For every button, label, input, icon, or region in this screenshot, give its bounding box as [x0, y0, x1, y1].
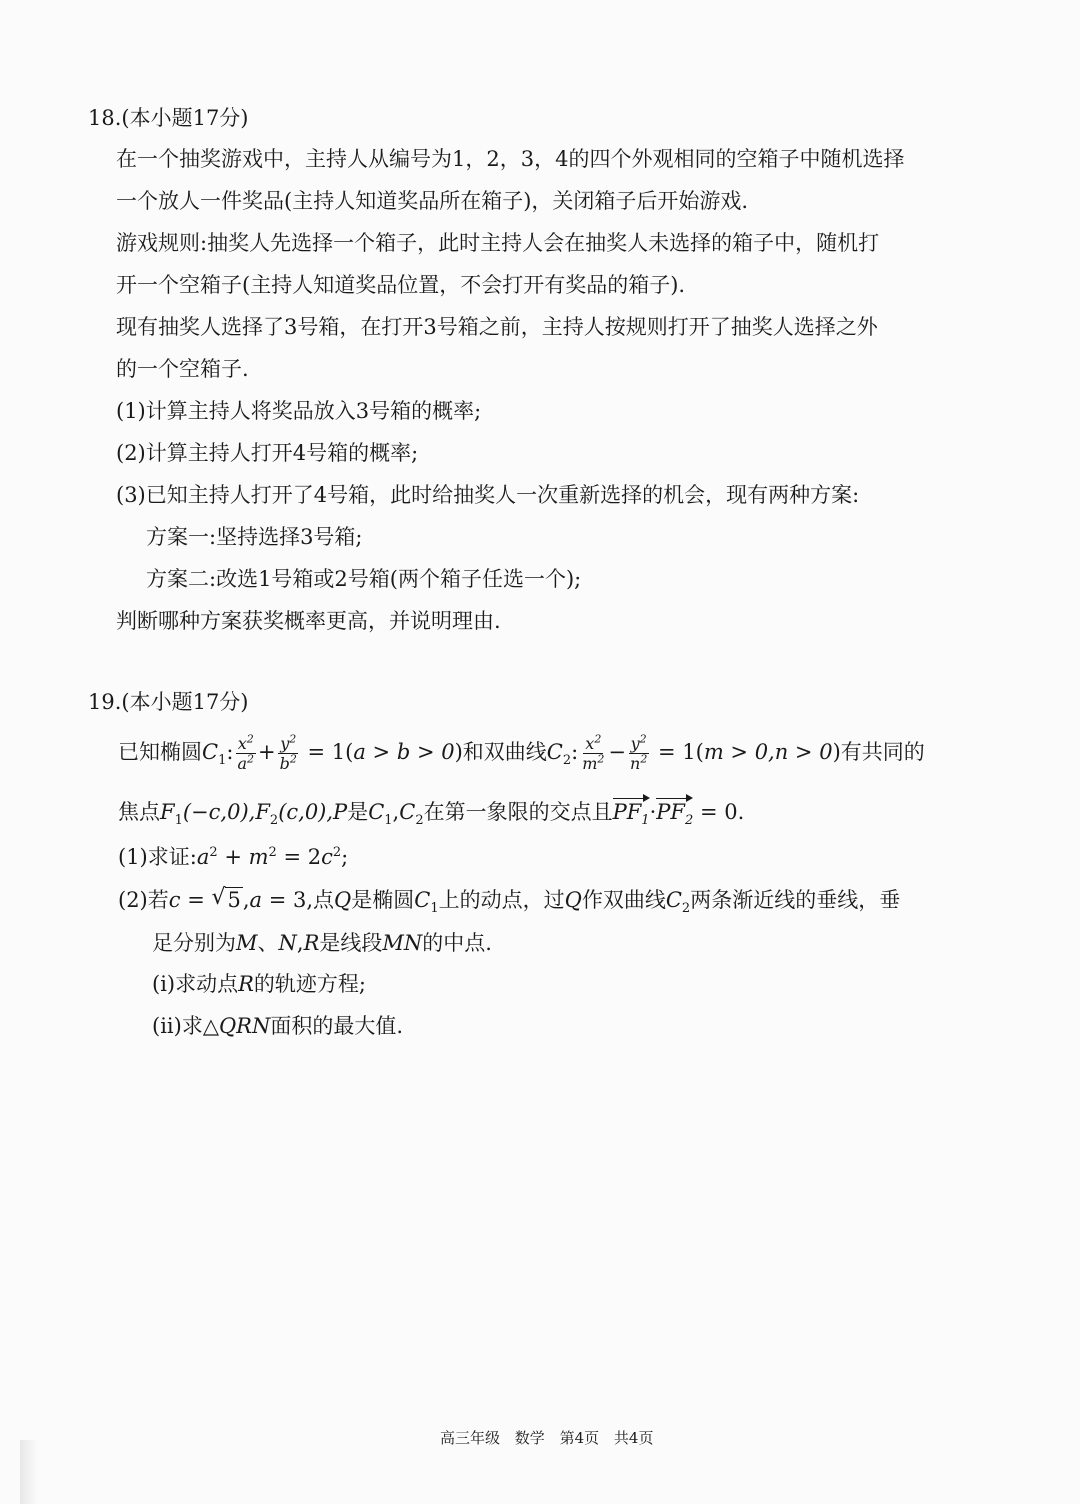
equals: = 1( — [658, 740, 704, 764]
var-P: P — [333, 800, 348, 824]
subscript: 1 — [430, 901, 439, 917]
subscript: 2 — [562, 753, 572, 769]
text: 两条渐近线的垂线，垂 — [690, 888, 901, 912]
text: = 3,点 — [262, 888, 335, 912]
superscript: 2 — [268, 845, 277, 860]
q18-judge: 判断哪种方案获奖概率更高，并说明理由. — [116, 609, 501, 633]
text: (1)求证: — [118, 845, 197, 869]
var-QRN: QRN — [218, 1014, 271, 1038]
var-F: F — [255, 800, 270, 824]
subscript: 2 — [681, 901, 691, 917]
paren: ) — [454, 740, 463, 764]
text: 面积的最大值. — [270, 1014, 404, 1038]
subscript: 1 — [174, 813, 183, 829]
fraction-x2-a2: $\frac{x^2}{a^2}$ — [237, 732, 254, 773]
condition-2: m > 0,n > 0 — [703, 740, 833, 764]
var-F: F — [160, 800, 175, 824]
text: 焦点 — [118, 800, 160, 824]
var-N: N — [278, 931, 297, 955]
q18-part-1: (1)计算主持人将奖品放入3号箱的概率; — [116, 399, 482, 423]
coord-F2: (c,0), — [278, 800, 334, 824]
footer-page-number: 第4页 — [559, 1429, 600, 1447]
text: 的中点. — [422, 931, 492, 955]
text: 上的动点，过 — [438, 888, 565, 912]
subscript: 2 — [415, 813, 424, 829]
sqrt-5: √ 5 — [211, 886, 242, 914]
var-C: C — [665, 888, 682, 912]
colon: : — [571, 740, 579, 764]
equals-zero: = 0. — [699, 800, 745, 824]
var-C: C — [368, 800, 385, 824]
vector-PF2: $PF_2$ — [656, 800, 694, 829]
var-C: C — [202, 740, 219, 764]
footer-total-pages: 共4页 — [613, 1429, 654, 1447]
text: 是椭圆 — [351, 888, 415, 912]
text: (ii)求△ — [152, 1014, 219, 1038]
condition-1: a > b > 0 — [353, 740, 455, 764]
q18-rule-line-1: 游戏规则:抽奖人先选择一个箱子，此时主持人会在抽奖人未选择的箱子中，随机打 — [116, 231, 880, 255]
colon: : — [226, 740, 234, 764]
paren: ) — [832, 740, 841, 764]
q18-header: 18.(本小题17分) — [88, 106, 249, 130]
scan-shadow — [20, 1440, 38, 1504]
fraction-x2-m2: $\frac{x^2}{m^2}$ — [582, 732, 605, 773]
var-a: a — [249, 888, 263, 912]
plus: + — [257, 740, 276, 764]
equals: = 2 — [276, 845, 322, 869]
q19-line-1 — [118, 730, 925, 774]
equals: = — [180, 888, 212, 912]
q18-part-3: (3)已知主持人打开了4号箱，此时给抽奖人一次重新选择的机会，现有两种方案: — [116, 483, 860, 507]
comma: , — [392, 800, 400, 824]
text: (i)求动点 — [152, 972, 239, 996]
superscript: 2 — [209, 845, 218, 860]
footer-grade: 高三年级 — [440, 1429, 501, 1447]
text: 是 — [347, 800, 369, 824]
subscript: 1 — [384, 813, 393, 829]
text: 有共同的 — [840, 740, 925, 764]
text: 和双曲线 — [462, 740, 547, 764]
text: 足分别为 — [152, 931, 236, 955]
var-R: R — [303, 931, 320, 955]
subscript: 1 — [218, 753, 227, 769]
q18-rule-line-2: 开一个空箱子(主持人知道奖品位置，不会打开有奖品的箱子). — [116, 273, 686, 297]
separator: 、 — [257, 931, 279, 955]
fraction-y2-n2: $\frac{y^2}{n^2}$ — [630, 732, 648, 773]
dot-product: · — [649, 800, 657, 824]
text: (2)若 — [118, 888, 169, 912]
q19-part-2 — [118, 886, 901, 917]
q19-part-2-continued — [152, 929, 492, 957]
var-M: M — [236, 931, 258, 955]
text: 作双曲线 — [581, 888, 666, 912]
q19-header: 19.(本小题17分) — [88, 690, 249, 714]
q18-scenario-line-1: 现有抽奖人选择了3号箱，在打开3号箱之前，主持人按规则打开了抽奖人选择之外 — [116, 315, 878, 339]
text: 已知椭圆 — [118, 740, 202, 764]
text: 的轨迹方程; — [253, 972, 366, 996]
footer-subject: 数学 — [514, 1429, 545, 1447]
comma: , — [242, 888, 250, 912]
text: 是线段 — [319, 931, 383, 955]
superscript: 2 — [332, 845, 342, 860]
var-c: c — [168, 888, 181, 912]
q18-intro-line-1: 在一个抽奖游戏中，主持人从编号为1，2，3，4的四个外观相同的空箱子中随机选择 — [116, 147, 905, 171]
q18-part-2: (2)计算主持人打开4号箱的概率; — [116, 441, 419, 465]
equals: = 1( — [307, 740, 354, 764]
q18-intro-line-2: 一个放人一件奖品(主持人知道奖品所在箱子)，关闭箱子后开始游戏. — [116, 189, 749, 213]
var-R: R — [238, 972, 254, 996]
vector-PF1: $PF_1$ — [612, 800, 650, 829]
semicolon: ; — [341, 845, 349, 869]
minus: − — [608, 740, 626, 764]
var-C: C — [414, 888, 431, 912]
q19-part-1 — [118, 843, 348, 871]
plus: + — [217, 845, 249, 869]
var-c: c — [321, 845, 333, 869]
comma: , — [296, 931, 304, 955]
q18-scenario-line-2: 的一个空箱子. — [116, 357, 249, 381]
fraction-y2-b2: $\frac{y^2}{b^2}$ — [279, 732, 297, 773]
var-m: m — [248, 845, 269, 869]
subscript: 2 — [269, 813, 279, 829]
coord-F1: (−c,0), — [182, 800, 256, 824]
q18-plan-2: 方案二:改选1号箱或2号箱(两个箱子任选一个); — [146, 567, 582, 591]
var-Q: Q — [334, 888, 352, 912]
var-C: C — [546, 740, 563, 764]
var-C: C — [399, 800, 416, 824]
var-Q: Q — [564, 888, 582, 912]
var-a: a — [196, 845, 210, 869]
q19-sub-ii — [152, 1012, 403, 1040]
q19-line-2 — [118, 798, 745, 829]
q19-sub-i — [152, 970, 366, 998]
var-MN: MN — [382, 931, 423, 955]
text: 在第一象限的交点且 — [423, 800, 613, 824]
q18-plan-1: 方案一:坚持选择3号箱; — [146, 525, 363, 549]
page-footer — [440, 1427, 663, 1448]
